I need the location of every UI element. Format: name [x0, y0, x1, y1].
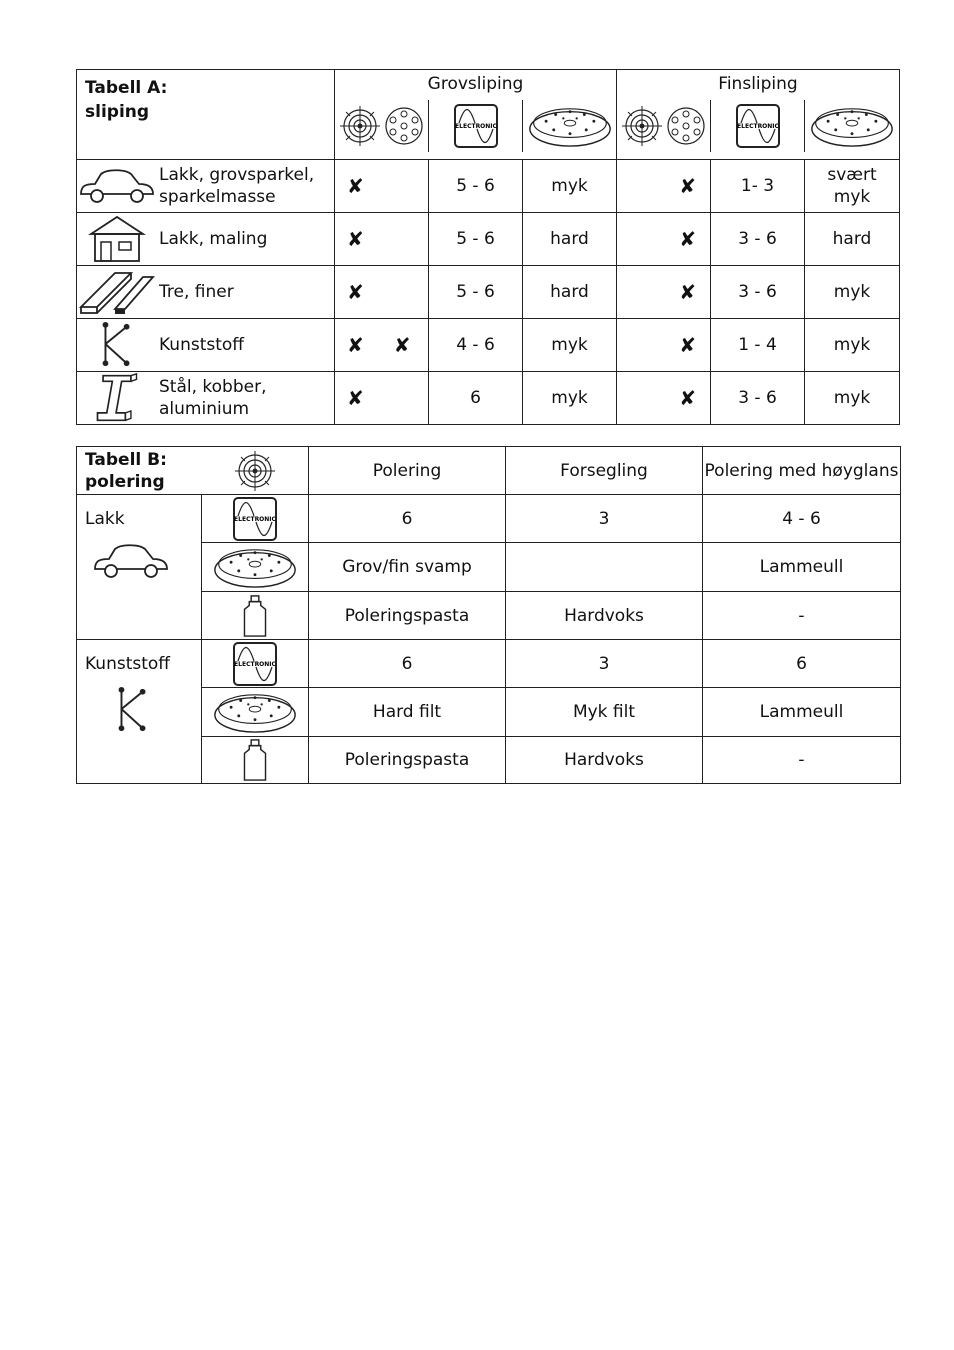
table-row — [77, 319, 900, 372]
table-b-title-line2: polering — [85, 471, 165, 492]
table-row — [77, 160, 900, 213]
cell: Lammeull — [703, 543, 901, 592]
pad-value: hard — [805, 213, 900, 266]
cell — [506, 543, 703, 592]
cell: 3 — [506, 495, 703, 543]
electronic-speed-icon — [735, 103, 781, 149]
header-grovsliping: Grovsliping — [427, 74, 524, 94]
pad-value: hard — [523, 213, 617, 266]
material-label: Stål, kobber, — [159, 377, 267, 397]
perforated-pad-icon — [382, 104, 426, 148]
cell: 4 - 6 — [703, 495, 901, 543]
house-icon — [87, 214, 147, 264]
cross-mark: ✘ — [347, 174, 364, 198]
speed-value: 3 - 6 — [711, 266, 805, 319]
material-label-2: sparkelmasse — [159, 187, 276, 207]
speed-value: 5 - 6 — [429, 160, 523, 213]
material-label: Tre, finer — [159, 282, 234, 302]
speed-value: 1 - 4 — [711, 319, 805, 372]
sanding-pad-icon — [527, 102, 613, 150]
cell: Grov/fin svamp — [309, 543, 506, 592]
cross-mark: ✘ — [347, 333, 364, 357]
table-a-title-line2: sliping — [85, 102, 150, 122]
cell: Poleringspasta — [309, 592, 506, 640]
speed-value: 5 - 6 — [429, 266, 523, 319]
cross-mark: ✘ — [679, 386, 696, 410]
cell: - — [703, 737, 901, 784]
material-label: Kunststoff — [159, 335, 245, 355]
cell: Hard filt — [309, 688, 506, 737]
cross-mark: ✘ — [347, 280, 364, 304]
pad-value: myk — [523, 319, 617, 372]
cell: Hardvoks — [506, 737, 703, 784]
table-row — [77, 266, 900, 319]
cell: Myk filt — [506, 688, 703, 737]
cell: 6 — [309, 495, 506, 543]
table-row — [77, 372, 900, 425]
pad-value: myk — [805, 319, 900, 372]
group-label-kunststoff: Kunststoff — [85, 654, 171, 674]
table-a-title-line1: Tabell A: — [85, 78, 168, 98]
plastic-icon — [97, 321, 137, 369]
cross-mark: ✘ — [679, 280, 696, 304]
cross-mark: ✘ — [679, 174, 696, 198]
speed-value: 6 — [429, 372, 523, 425]
group-label-lakk: Lakk — [85, 509, 125, 529]
cross-mark: ✘ — [347, 227, 364, 251]
header-finsliping: Finsliping — [718, 74, 798, 94]
cross-mark: ✘ — [679, 227, 696, 251]
cell: 3 — [506, 640, 703, 688]
table-b-polishing — [76, 446, 901, 784]
sanding-pad-icon — [212, 543, 298, 591]
material-label-2: aluminium — [159, 399, 250, 419]
target-pad-icon — [233, 449, 277, 493]
pad-value-2: myk — [833, 187, 871, 207]
col-header-polering: Polering — [309, 447, 506, 495]
table-a-title — [77, 70, 335, 160]
polish-bottle-icon — [240, 594, 270, 638]
material-label: Lakk, grovsparkel, — [159, 165, 315, 185]
table-row — [77, 495, 901, 543]
col-header-hoyglans: Polering med høyglans — [703, 447, 901, 495]
target-pad-icon — [338, 104, 382, 148]
cell: Hardvoks — [506, 592, 703, 640]
table-a-sanding — [76, 69, 900, 425]
pad-value: hard — [523, 266, 617, 319]
cell: 6 — [703, 640, 901, 688]
cell: Poleringspasta — [309, 737, 506, 784]
table-row — [77, 640, 901, 688]
pad-value: myk — [805, 266, 900, 319]
speed-value: 3 - 6 — [711, 213, 805, 266]
speed-value: 3 - 6 — [711, 372, 805, 425]
cross-mark: ✘ — [679, 333, 696, 357]
material-label: Lakk, maling — [159, 229, 268, 249]
plastic-icon — [113, 686, 153, 734]
electronic-speed-icon — [232, 496, 278, 542]
electronic-speed-icon — [232, 641, 278, 687]
polish-bottle-icon — [240, 738, 270, 782]
sanding-pad-icon — [809, 102, 895, 150]
electronic-speed-icon — [453, 103, 499, 149]
cell: Lammeull — [703, 688, 901, 737]
sanding-pad-icon — [212, 688, 298, 736]
table-b-title-line1: Tabell B: — [85, 449, 167, 470]
speed-value: 4 - 6 — [429, 319, 523, 372]
car-icon — [77, 166, 157, 206]
col-header-forsegling: Forsegling — [506, 447, 703, 495]
perforated-pad-icon — [664, 104, 708, 148]
cross-mark: ✘ — [347, 386, 364, 410]
speed-value: 5 - 6 — [429, 213, 523, 266]
pad-value: svært — [827, 165, 877, 185]
steel-beam-icon — [92, 372, 142, 424]
pad-value: myk — [523, 372, 617, 425]
table-row — [77, 213, 900, 266]
car-icon — [91, 541, 171, 581]
wood-icon — [79, 269, 155, 315]
pad-value: myk — [805, 372, 900, 425]
speed-value: 1- 3 — [711, 160, 805, 213]
cell: - — [703, 592, 901, 640]
cell: 6 — [309, 640, 506, 688]
target-pad-icon — [620, 104, 664, 148]
pad-value: myk — [523, 160, 617, 213]
cross-mark: ✘ — [393, 333, 411, 357]
